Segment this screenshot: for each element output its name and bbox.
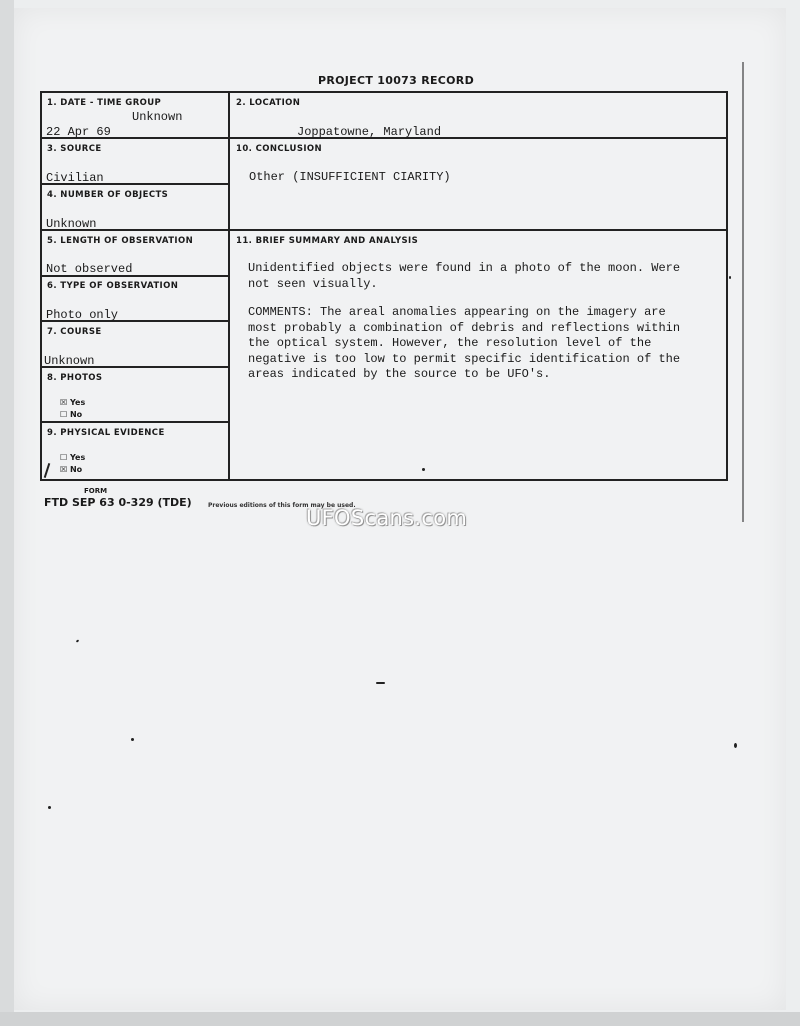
length-of-observation-value: Not observed xyxy=(46,262,133,276)
course-label: 7. COURSE xyxy=(47,327,102,337)
location-value: Joppatowne, Maryland xyxy=(297,125,442,139)
date-time-group-date: 22 Apr 69 xyxy=(46,125,111,139)
form-row-divider xyxy=(40,421,230,423)
physical-evidence-label: 9. PHYSICAL EVIDENCE xyxy=(47,428,165,438)
physical-evidence-no-checkbox: ☒ No xyxy=(60,465,83,474)
course-value: Unknown xyxy=(44,354,95,368)
physical-evidence-yes-checkbox: ☐ Yes xyxy=(60,453,86,462)
scan-speck xyxy=(48,806,51,809)
number-of-objects-value: Unknown xyxy=(46,217,97,231)
source-label: 3. SOURCE xyxy=(47,144,102,154)
scan-speck xyxy=(422,468,425,471)
date-time-group-time: Unknown xyxy=(132,110,183,124)
form-word: FORM xyxy=(84,487,108,495)
summary-body xyxy=(248,261,723,396)
page-crease xyxy=(742,62,744,522)
length-of-observation-label: 5. LENGTH OF OBSERVATION xyxy=(47,236,194,246)
date-time-group-label: 1. DATE - TIME GROUP xyxy=(47,98,162,108)
scan-speck xyxy=(734,743,737,748)
scan-speck xyxy=(131,738,134,741)
form-row-divider xyxy=(40,229,728,231)
summary-label: 11. BRIEF SUMMARY AND ANALYSIS xyxy=(236,236,419,246)
form-fine-print: Previous editions of this form may be used. xyxy=(208,502,356,509)
scan-left-edge xyxy=(0,0,14,1026)
comments-paragraph: COMMENTS: The areal anomalies appearing on the imagery are most probably a combination of debris and reflections within the optical system. However, the resolution level of the negative is too low to permit specific identification of the areas indicated by the source to be UFO's. xyxy=(248,305,681,381)
conclusion-value: Other (INSUFFICIENT CIARITY) xyxy=(249,170,451,184)
watermark-text: UFOScans.com xyxy=(306,506,468,530)
photos-label: 8. PHOTOS xyxy=(47,373,103,383)
conclusion-label: 10. CONCLUSION xyxy=(236,144,323,154)
number-of-objects-label: 4. NUMBER OF OBJECTS xyxy=(47,190,169,200)
type-of-observation-value: Photo only xyxy=(46,308,119,322)
photos-no-checkbox: ☐ No xyxy=(60,410,83,419)
summary-paragraph: Unidentified objects were found in a photo of the moon. Were not seen visually. xyxy=(248,261,681,291)
location-label: 2. LOCATION xyxy=(236,98,301,108)
type-of-observation-label: 6. TYPE OF OBSERVATION xyxy=(47,281,179,291)
scan-speck xyxy=(376,682,385,684)
scan-speck xyxy=(729,276,731,279)
photos-yes-checkbox: ☒ Yes xyxy=(60,398,86,407)
form-id: FTD SEP 63 0-329 (TDE) xyxy=(44,496,192,509)
source-value: Civilian xyxy=(46,171,104,185)
scan-bottom-edge xyxy=(0,1012,800,1026)
document-title: PROJECT 10073 RECORD xyxy=(318,74,475,87)
